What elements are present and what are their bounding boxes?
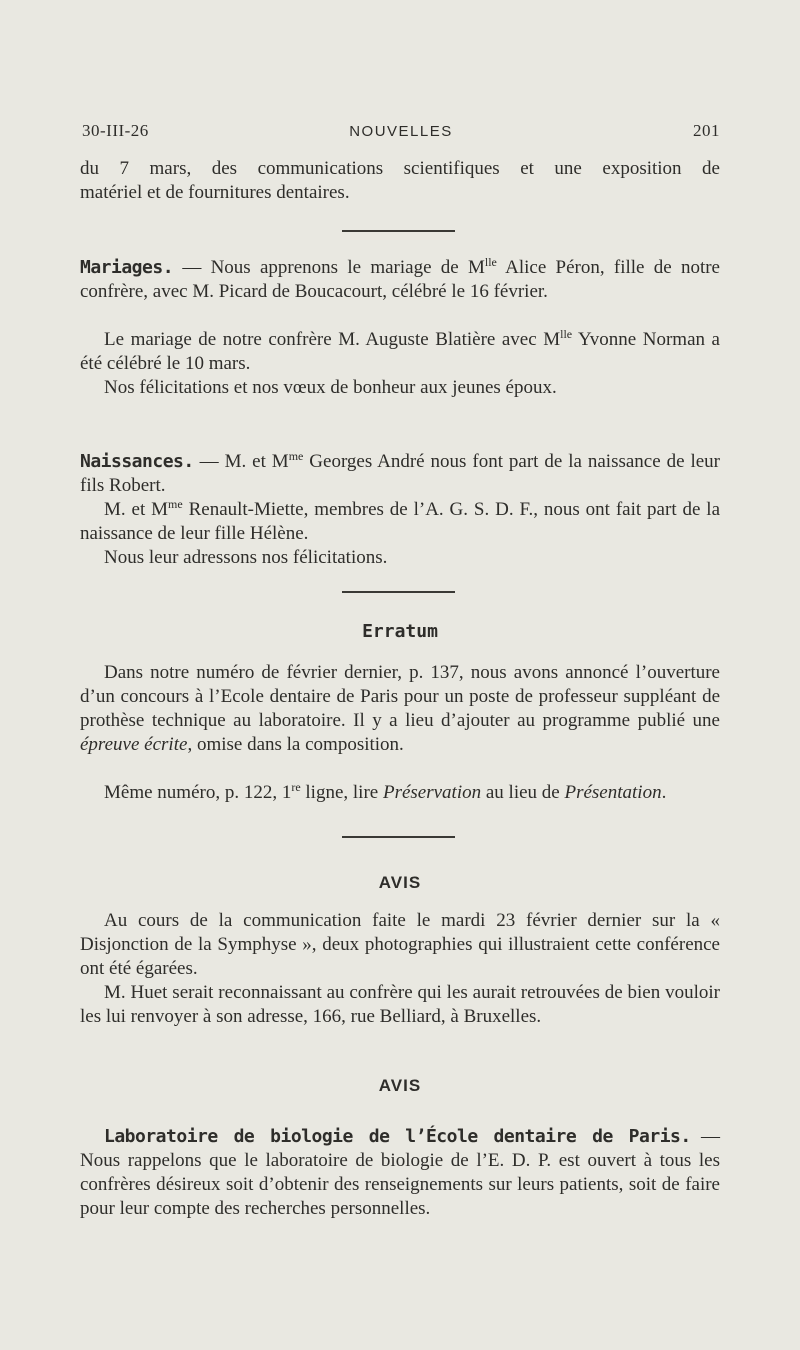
erratum-paragraph-2: Même numéro, p. 122, 1re ligne, lire Préservation au lieu de Présentation.	[104, 780, 667, 803]
mariages-paragraph-3: Nos félicitations et nos vœux de bonheur aux jeunes époux.	[104, 377, 557, 398]
erratum-italic-term: épreuve écrite	[80, 734, 188, 755]
intro-paragraph	[80, 157, 720, 205]
running-header	[82, 121, 720, 145]
mariages-paragraph-2: Le mariage de notre confrère M. Auguste Blatière avec $M^{lle}$ Yvonne Norman a été célébré le 10 mars.	[80, 327, 720, 374]
naissances-paragraph-3: Nous leur adressons nos félicitations.	[104, 547, 388, 568]
divider	[342, 230, 455, 232]
avis-heading-1: AVIS	[378, 873, 422, 892]
avis1-paragraph-1: Au cours de la communication faite le mardi 23 février dernier sur la « Disjonction de la Symphyse », deux photographies qui illustraient cette conférence ont été égarées.	[80, 910, 720, 979]
erratum-paragraph-1: Dans notre numéro de février dernier, p. 137, nous avons annoncé l’ouverture d’un concours à l’Ecole dentaire de Paris pour un poste de professeur suppléant de prothèse technique au laboratoire. Il y a lieu d’ajouter au programme publié une épreuve écrite, omise dans la composition.	[80, 662, 720, 755]
laboratoire-label: Laboratoire de biologie de l’École dentaire de Paris.	[104, 1126, 691, 1147]
intro-line-1: du 7 mars, des communications scientifiques et une exposition de	[80, 158, 720, 179]
naissances-paragraph-2: M. et $M^{me}$ Renault-Miette, membres de l’A. G. S. D. F., nous ont fait part de la naissance de leur fille Hélène.	[80, 497, 721, 544]
avis1-paragraph-2: M. Huet serait reconnaissant au confrère qui les aurait retrouvées de bien vouloir les lui renvoyer à son adresse, 166, rue Belliard, à Bruxelles.	[80, 982, 720, 1027]
issue-date: 30-III-26	[82, 121, 149, 140]
naissances-label: Naissances.	[80, 451, 194, 472]
divider	[342, 836, 455, 838]
divider	[342, 591, 455, 593]
page-number: 201	[693, 121, 720, 140]
erratum-heading: Erratum	[362, 621, 438, 642]
mariages-paragraph-1: Mariages. — Nous apprenons le mariage de $M^{lle}$ Alice Péron, fille de notre confrère, avec M. Picard de Boucacourt, célébré le 16 février.	[80, 255, 720, 302]
section-title: NOUVELLES	[349, 123, 453, 140]
intro-line-2: matériel et de fournitures dentaires.	[80, 182, 350, 203]
avis2-paragraph: Laboratoire de biologie de l’École dentaire de Paris. — Nous rappelons que le laboratoire de biologie de l’E. D. P. est ouvert à tous les confrères désireux soit d’obtenir des renseignements sur leurs patients, soit de faire pour leur compte des recherches personnelles.	[80, 1126, 721, 1219]
naissances-paragraph-1: Naissances. — M. et $M^{me}$ Georges André nous font part de la naissance de leur fils Robert.	[80, 449, 720, 496]
mariages-label: Mariages.	[80, 257, 174, 278]
avis-heading-2: AVIS	[378, 1076, 422, 1095]
